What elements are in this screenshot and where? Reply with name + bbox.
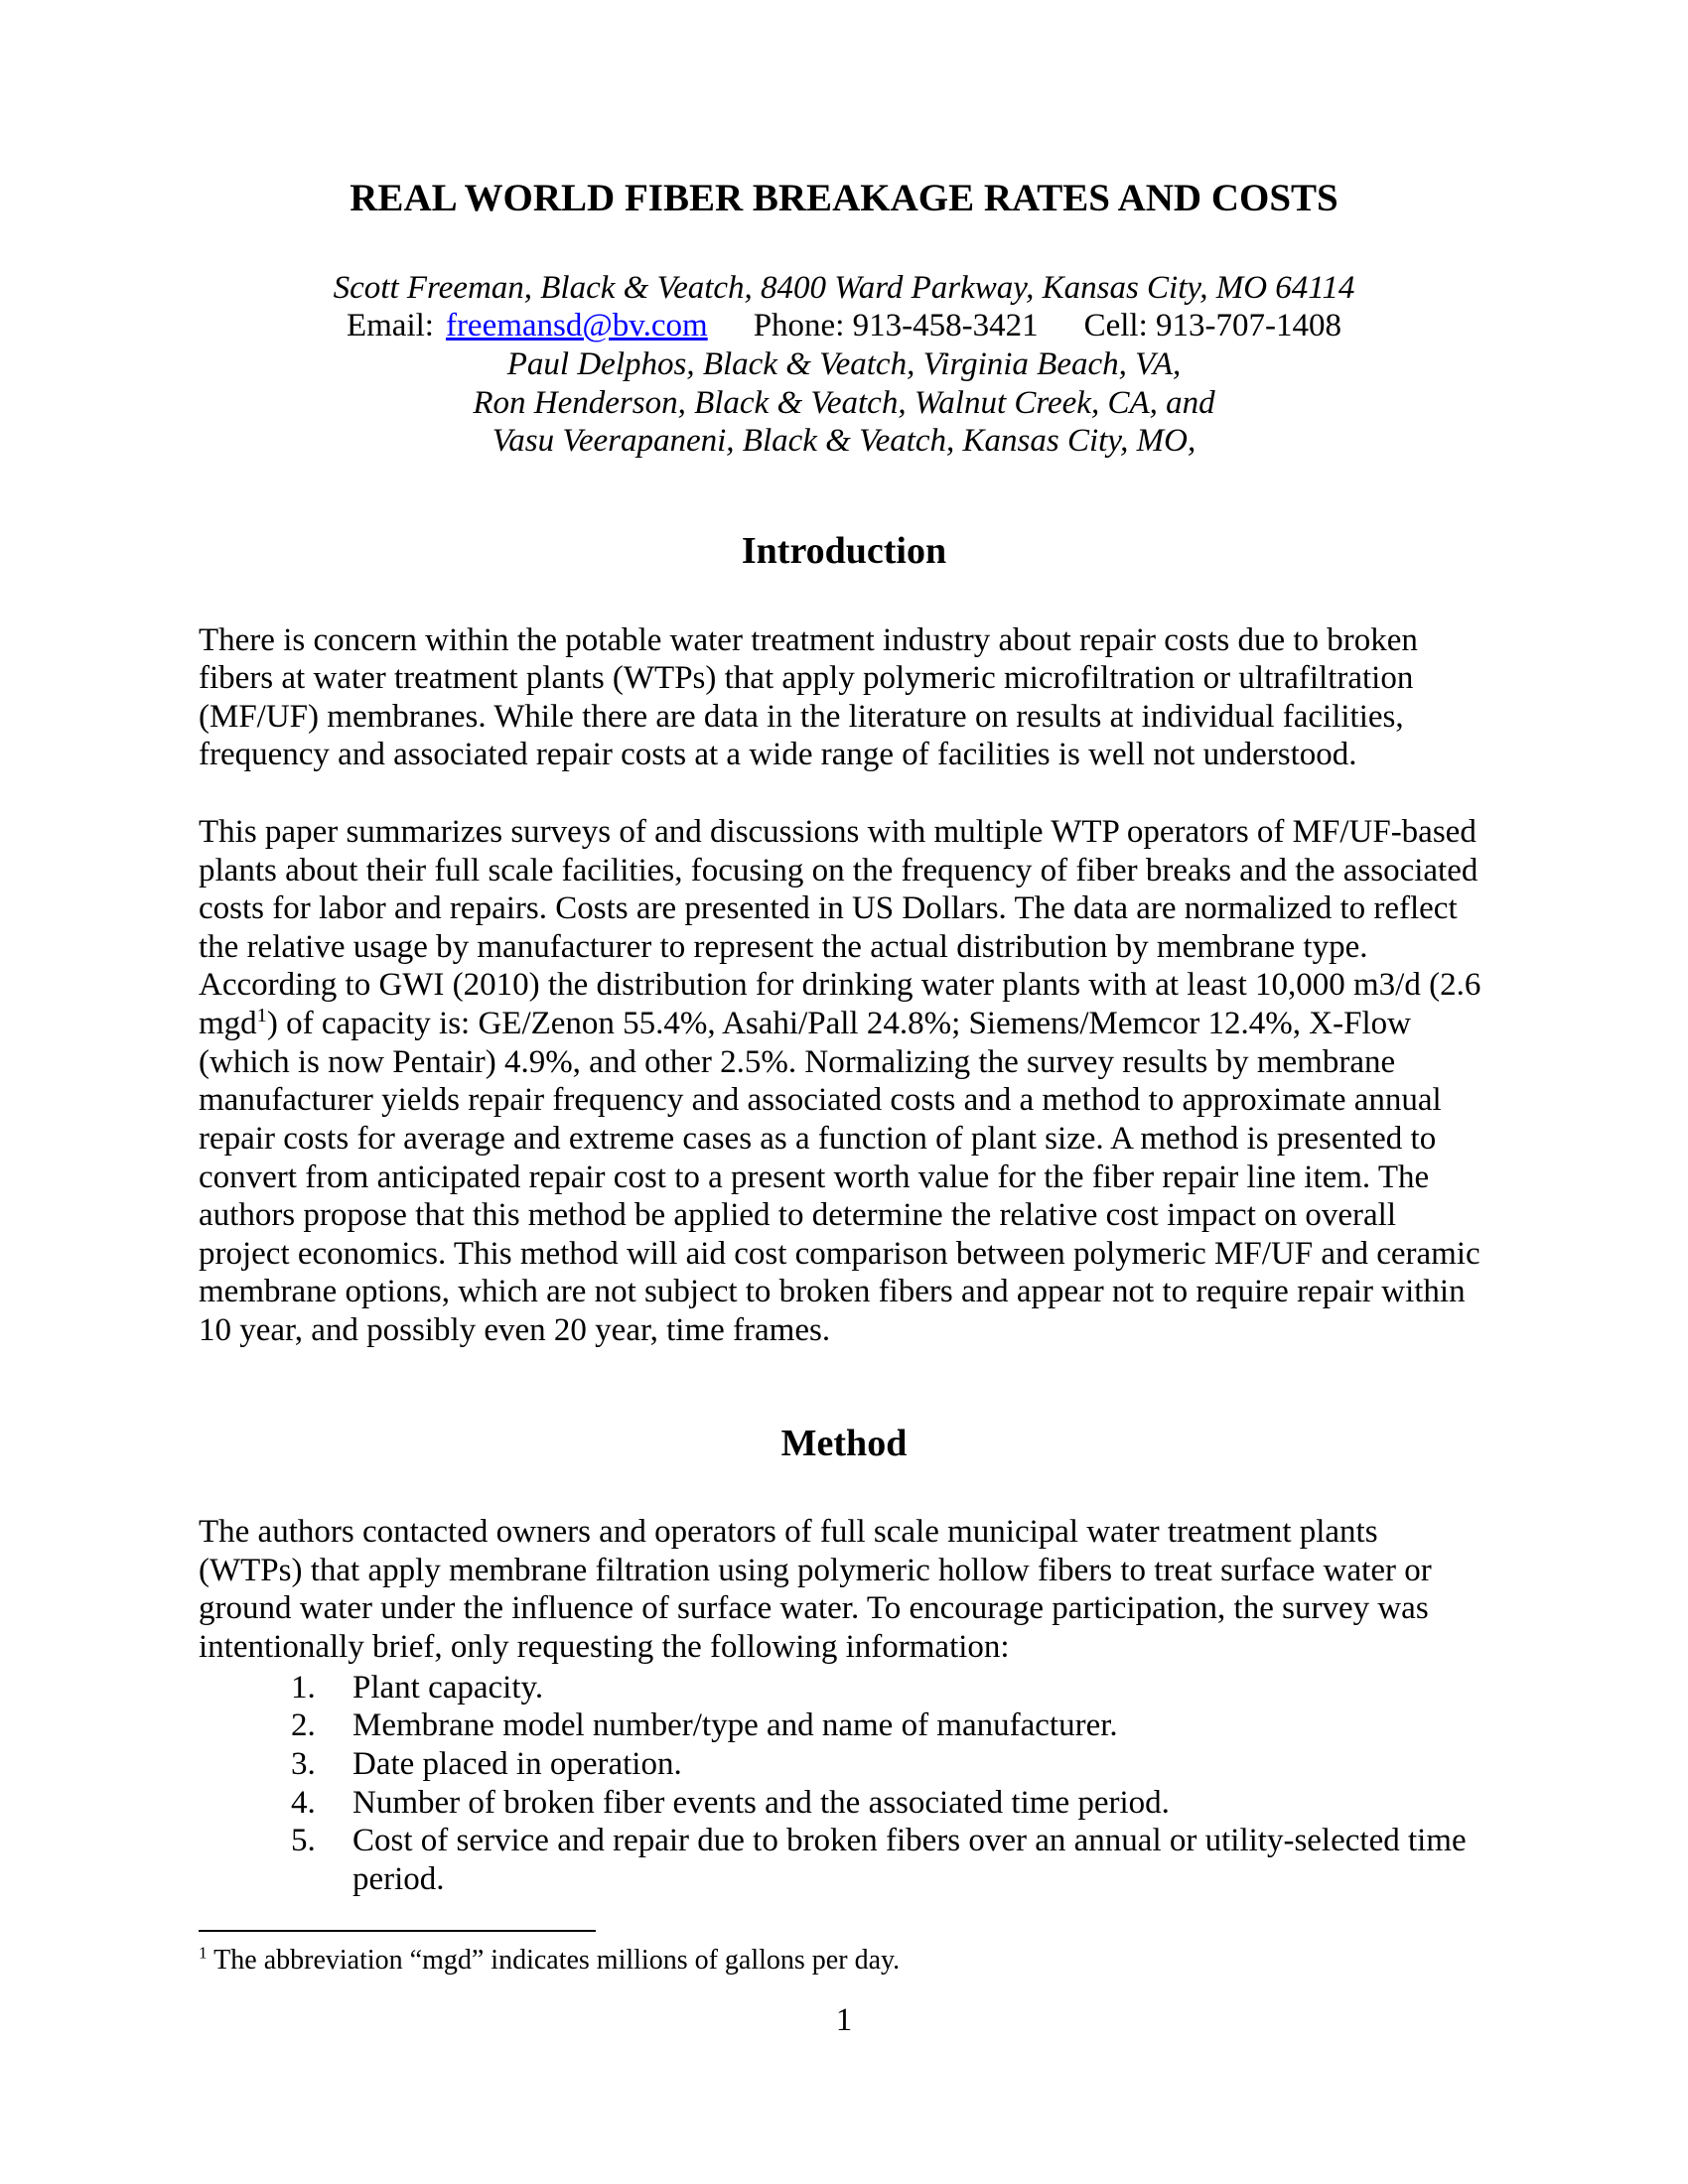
list-item-number: 1. bbox=[291, 1669, 316, 1706]
intro-paragraph-2 bbox=[199, 813, 1489, 1350]
phone-number: Phone: 913-458-3421 bbox=[753, 308, 1039, 344]
list-item bbox=[199, 1706, 1489, 1745]
list-item-text: Date placed in operation. bbox=[352, 1745, 682, 1782]
list-item-number: 5. bbox=[291, 1823, 316, 1859]
survey-item-list bbox=[199, 1669, 1489, 1899]
footnote-marker: 1 bbox=[199, 1943, 208, 1963]
list-item bbox=[199, 1669, 1489, 1707]
heading-method: Method bbox=[780, 1422, 908, 1464]
list-item-text: Plant capacity. bbox=[352, 1669, 544, 1706]
list-item-number: 2. bbox=[291, 1707, 316, 1744]
intro-paragraph-2-text-b: ) of capacity is: GE/Zenon 55.4%, Asahi/Pall 24.8%; Siemens/Memcor 12.4%, X-Flow (which is now Pentair) 4.9%, and other 2.5%. Normalizing the survey results by membrane manufacturer yields repair frequency and associated costs and a method to approximate annual repair costs for average and extreme cases as a function of plant size. A method is presented to convert from anticipated repair cost to a present worth value for the fiber repair line item. The authors propose that this method be applied to determine the relative cost impact on overall project economics. This method will aid cost comparison between polymeric MF/UF and ceramic membrane options, which are not subject to broken fibers and appear not to require repair within 10 year, and possibly even 20 year, time frames. bbox=[199, 1006, 1480, 1348]
email-link[interactable]: freemansd@bv.com bbox=[445, 308, 708, 344]
list-item bbox=[199, 1822, 1489, 1898]
author-line-3: Ron Henderson, Black & Veatch, Walnut Creek, CA, and bbox=[473, 384, 1215, 421]
footnote-block bbox=[199, 1930, 1489, 1978]
list-item-text: Membrane model number/type and name of manufacturer. bbox=[352, 1707, 1118, 1744]
intro-paragraph-1: There is concern within the potable water treatment industry about repair costs due to broken fibers at water treatment plants (WTPs) that apply polymeric microfiltration or ultrafiltration (MF/UF) membranes. While there are data in the literature on results at individual facilities, frequency and associated repair costs at a wide range of facilities is well not understood. bbox=[199, 621, 1418, 773]
paper-title: REAL WORLD FIBER BREAKAGE RATES AND COSTS bbox=[350, 177, 1338, 219]
email-label: Email: bbox=[346, 308, 434, 344]
heading-introduction: Introduction bbox=[741, 529, 947, 572]
list-item-text: Cost of service and repair due to broken fibers over an annual or utility-selected time period. bbox=[352, 1823, 1467, 1897]
list-item bbox=[199, 1784, 1489, 1823]
list-item-text: Number of broken fiber events and the associated time period. bbox=[352, 1784, 1170, 1821]
author-block bbox=[199, 269, 1489, 461]
footnote bbox=[199, 1944, 1489, 1978]
list-item bbox=[199, 1745, 1489, 1784]
method-paragraph: The authors contacted owners and operators of full scale municipal water treatment plants (WTPs) that apply membrane filtration using polymeric hollow fibers to treat surface water or ground water under the influence of surface water. To encourage participation, the survey was intentionally brief, only requesting the following information: bbox=[199, 1514, 1432, 1666]
page-number: 1 bbox=[835, 2002, 853, 2038]
list-item-number: 4. bbox=[291, 1784, 316, 1821]
author-line-4: Vasu Veerapaneni, Black & Veatch, Kansas City, MO, bbox=[492, 423, 1196, 460]
cell-number: Cell: 913-707-1408 bbox=[1083, 308, 1342, 344]
footnote-separator bbox=[199, 1930, 596, 1932]
footnote-text: The abbreviation “mgd” indicates millions of gallons per day. bbox=[207, 1945, 901, 1976]
contact-line bbox=[199, 307, 1489, 345]
intro-paragraph-2-text-a: This paper summarizes surveys of and discussions with multiple WTP operators of MF/UF-based plants about their full scale facilities, focusing on the frequency of fiber breaks and the associated costs for labor and repairs. Costs are presented in US Dollars. The data are normalized to reflect the relative usage by manufacturer to represent the actual distribution by membrane type. According to GWI (2010) the distribution for drinking water plants with at least 10,000 m3/d (2.6 mgd bbox=[199, 814, 1481, 1042]
author-line-1: Scott Freeman, Black & Veatch, 8400 Ward Parkway, Kansas City, MO 64114 bbox=[333, 269, 1355, 306]
author-line-2: Paul Delphos, Black & Veatch, Virginia Beach, VA, bbox=[506, 346, 1182, 383]
list-item-number: 3. bbox=[291, 1745, 316, 1782]
footnote-ref-marker: 1 bbox=[256, 1005, 267, 1027]
